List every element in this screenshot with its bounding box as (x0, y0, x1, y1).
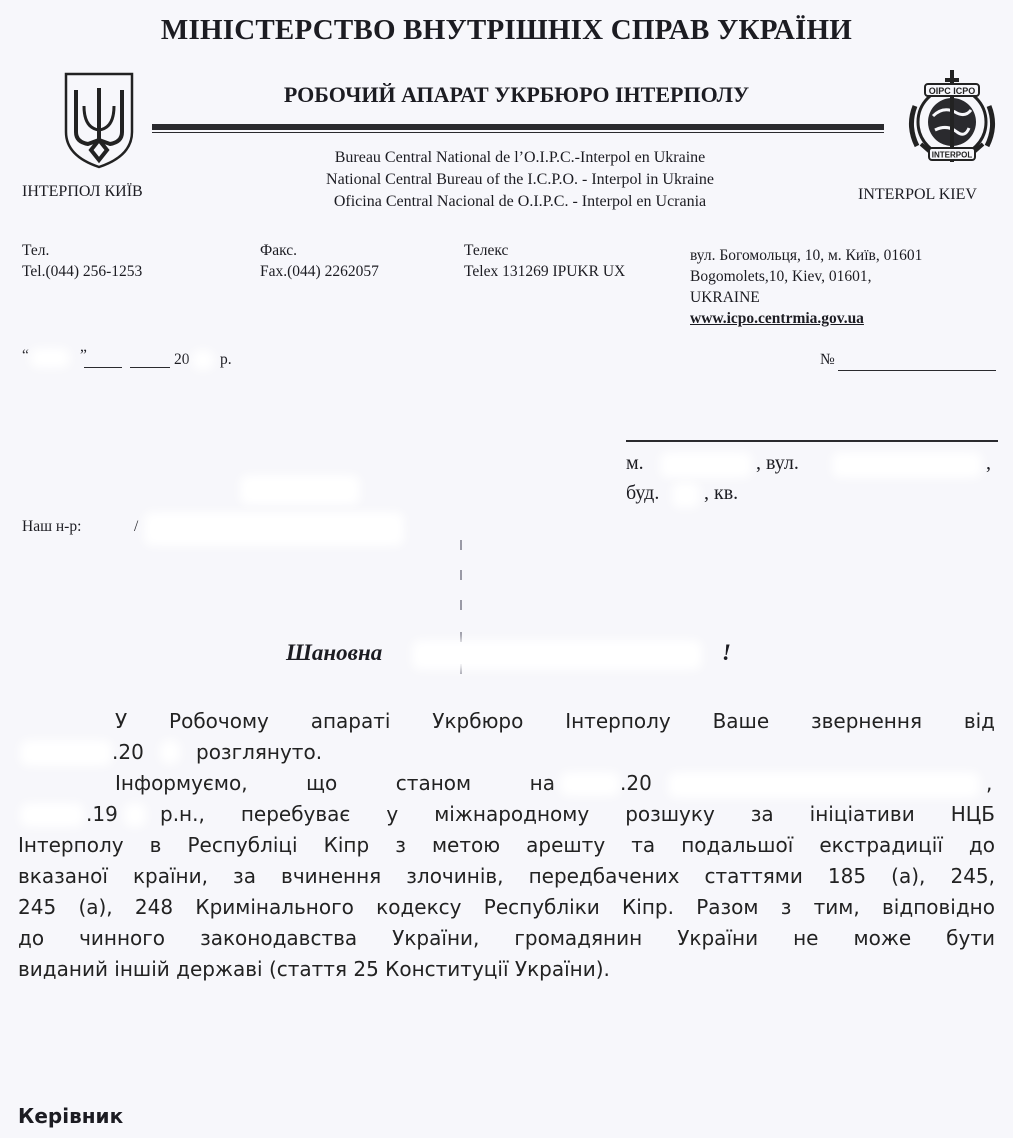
body-p2-line4: вказаної країни, за вчинення злочинів, передбачених статтями 185 (а), 245, (18, 864, 995, 888)
body-p1-year: .20 (112, 740, 144, 764)
redacted-appeal-year (160, 740, 180, 764)
telex-label: Телекс (464, 242, 509, 259)
greeting-word: Шановна (286, 640, 383, 665)
redacted-status-date (560, 772, 620, 796)
body-p1-rest: розглянуто. (196, 740, 323, 764)
our-ref-label: Наш н-р: (22, 518, 82, 535)
redacted-year (192, 350, 214, 370)
date-year: 20 (174, 351, 190, 368)
redacted-city (660, 452, 752, 478)
our-ref-separator: / (134, 518, 139, 535)
header-rule-thin (152, 132, 884, 133)
recipient-building-prefix: буд. (626, 482, 660, 504)
emblem-bottom-text: INTERPOL (931, 150, 973, 160)
recipient-city-prefix: м. (626, 452, 644, 474)
interpol-kiev-label: INTERPOL KIEV (858, 186, 977, 203)
redacted-birth-date (20, 803, 84, 827)
interpol-kyiv-label: ІНТЕРПОЛ КИЇВ (22, 183, 143, 200)
recipient-trailing-comma: , (986, 452, 991, 474)
date-month-blank (130, 367, 170, 368)
body-p2-line5: 245 (а), 248 Кримінального кодексу Республіки Кіпр. Разом з тим, відповідно (18, 895, 995, 919)
body-p2-last: виданий іншій державі (стаття 25 Конституції України). (18, 957, 610, 981)
emblem-top-text: OIPC ICPO (928, 86, 976, 96)
recipient-apt-prefix: , кв. (704, 482, 739, 504)
redacted-person (668, 772, 980, 798)
bureau-line-en: National Central Bureau of the I.C.P.O. - Interpol in Ukraine (326, 171, 714, 188)
bureau-line-fr: Bureau Central National de l’O.I.P.C.-Interpol en Ukraine (334, 149, 706, 166)
body-p1-line1: У Робочому апараті Укрбюро Інтерполу Ваше звернення від (115, 709, 995, 733)
fold-mark (460, 600, 462, 610)
body-p2-birth-year: .19 (86, 802, 118, 826)
body-p2-line3: Інтерполу в Республіці Кіпр з метою арешту та подальшої екстрадиції до (18, 833, 995, 857)
address-line: Bogomolets,10, Kiev, 01601, (690, 268, 872, 285)
body-p2-line2: р.н., перебуває у міжнародному розшуку за ініціативи НЦБ (160, 802, 995, 826)
date-open-quote: “ (22, 347, 29, 364)
date-suffix: р. (220, 351, 232, 368)
contact-fax (260, 240, 379, 282)
redacted-building (672, 482, 700, 508)
redacted-birth-year (124, 803, 146, 827)
apparatus-title: РОБОЧИЙ АПАРАТ УКРБЮРО ІНТЕРПОЛУ (283, 82, 750, 107)
body-p2-line6: до чинного законодавства України, громадянин України не може бути (18, 926, 995, 950)
body-p2-line1: Інформуємо, що станом на (115, 771, 555, 795)
signer-title: Керівник (18, 1104, 124, 1128)
redacted-ref (144, 512, 404, 546)
bureau-names (240, 147, 800, 213)
contact-address (690, 245, 922, 329)
date-month-blank (84, 367, 122, 368)
contact-telex (464, 240, 625, 282)
contact-tel (22, 240, 142, 282)
redacted-ref-extra (240, 475, 360, 505)
address-line: вул. Богомольця, 10, м. Київ, 01601 (690, 247, 923, 264)
number-label: № (820, 351, 835, 368)
address-line: UKRAINE (690, 289, 760, 306)
ministry-title: МІНІСТЕРСТВО ВНУТРІШНІХ СПРАВ УКРАЇНИ (160, 14, 853, 46)
fold-mark (460, 540, 462, 550)
date-close-quote: ” (80, 347, 87, 364)
redacted-street (832, 452, 982, 478)
header-rule (152, 124, 884, 130)
recipient-top-rule (626, 440, 998, 442)
interpol-emblem-icon (903, 66, 1001, 170)
fax-value: Fax.(044) 2262057 (260, 263, 379, 280)
redacted-day (30, 348, 70, 368)
body-p2-date-year: .20 (620, 771, 652, 795)
website-link[interactable]: www.icpo.centrmia.gov.ua (690, 310, 864, 327)
bureau-line-es: Oficina Central Nacional de O.I.P.C. - Interpol en Ucrania (333, 193, 707, 210)
number-blank (838, 370, 996, 371)
telex-value: Telex 131269 IPUKR UX (464, 263, 626, 280)
tel-value: Tel.(044) 256-1253 (22, 263, 143, 280)
recipient-street-prefix: , вул. (756, 452, 799, 474)
redacted-appeal-date (20, 740, 112, 766)
greeting-mark: ! (722, 640, 731, 665)
fold-mark (460, 570, 462, 580)
tel-label: Тел. (22, 242, 50, 259)
fax-label: Факс. (260, 242, 298, 259)
redacted-name (412, 640, 702, 670)
body-p2-comma: , (986, 771, 993, 795)
